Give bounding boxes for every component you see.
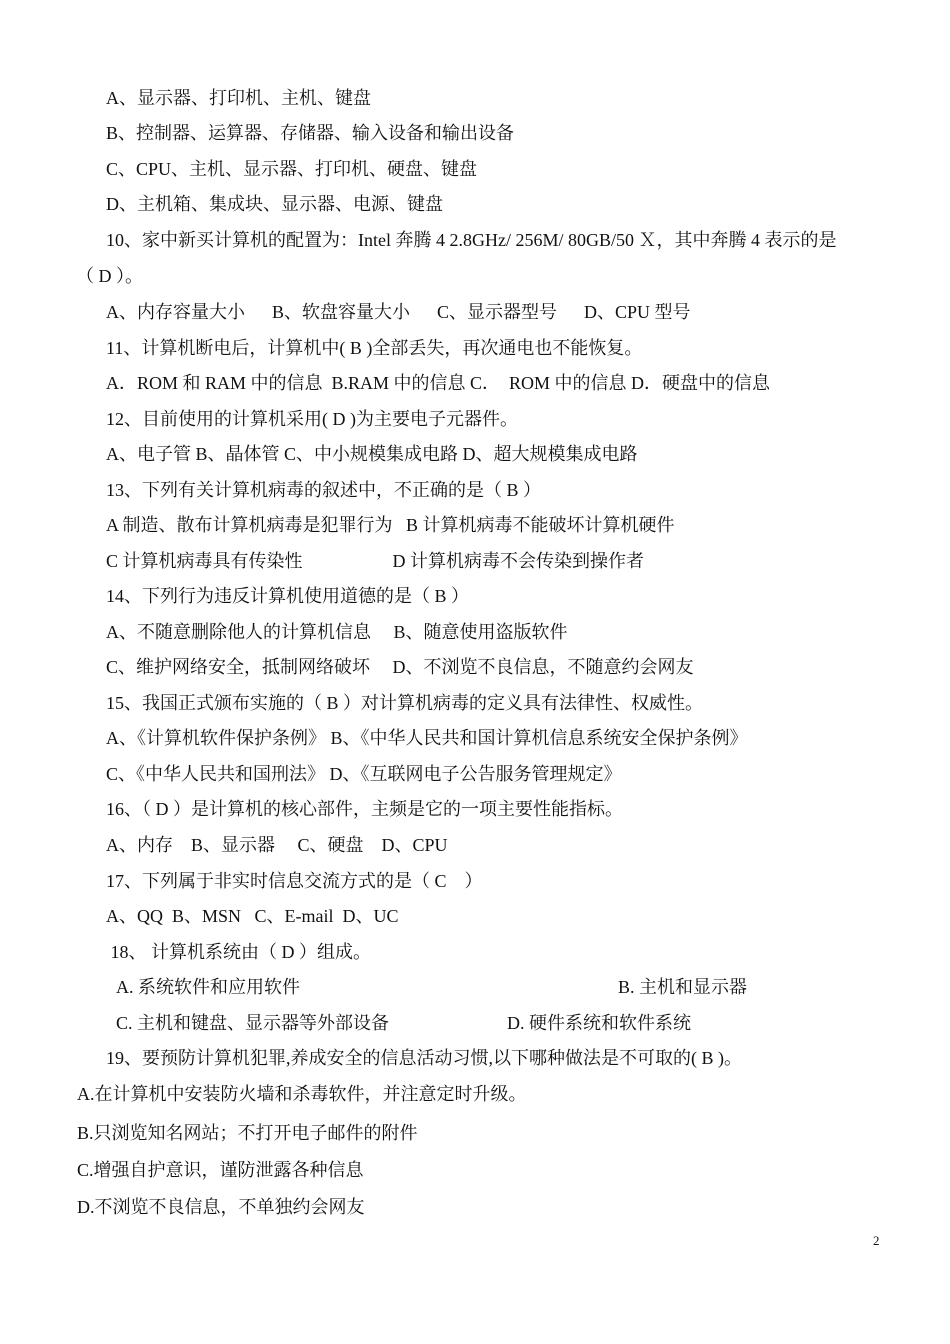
option-line: B. 主机和显示器 [618,977,748,997]
option-line: A、QQ B、MSN C、E-mail D、UC [106,906,399,926]
option-line: C.增强自护意识，谨防泄露各种信息 [77,1160,364,1180]
option-line: C 计算机病毒具有传染性 D 计算机病毒不会传染到操作者 [106,551,645,571]
option-line: A、电子管 B、晶体管 C、中小规模集成电路 D、超大规模集成电路 [106,444,638,464]
question-line: 13、下列有关计算机病毒的叙述中，不正确的是（ B ） [106,480,542,500]
option-line: B、控制器、运算器、存储器、输入设备和输出设备 [106,123,515,143]
question-line: 11、计算机断电后，计算机中( B )全部丢失，再次通电也不能恢复。 [106,338,643,358]
question-line: 18、 计算机系统由（ D ）组成。 [106,942,371,962]
option-line: D、主机箱、集成块、显示器、电源、键盘 [106,194,443,214]
option-line: C、维护网络安全，抵制网络破坏 D、不浏览不良信息，不随意约会网友 [106,657,694,677]
option-line: C、《中华人民共和国刑法》 D、《互联网电子公告服务管理规定》 [106,764,622,784]
question-line: 14、下列行为违反计算机使用道德的是（ B ） [106,586,470,606]
option-line: D. 硬件系统和软件系统 [507,1013,691,1033]
option-line: A、《计算机软件保护条例》 B、《中华人民共和国计算机信息系统安全保护条例》 [106,728,748,748]
question-line: 10、家中新买计算机的配置为：Intel 奔腾 4 2.8GHz/ 256M/ 80GB/50 Ｘ，其中奔腾 4 表示的是 [106,230,837,250]
question-line: 15、我国正式颁布实施的（ B ）对计算机病毒的定义具有法律性、权威性。 [106,693,704,713]
option-line: B.只浏览知名网站；不打开电子邮件的附件 [77,1123,418,1143]
option-line: A、显示器、打印机、主机、键盘 [106,88,371,108]
option-line: A.在计算机中安装防火墙和杀毒软件，并注意定时升级。 [77,1084,527,1104]
answer-continuation: （ D ）。 [76,266,143,286]
option-line: C. 主机和键盘、显示器等外部设备 [116,1013,390,1033]
option-line: A、内存 B、显示器 C、硬盘 D、CPU [106,835,448,855]
question-line: 12、目前使用的计算机采用( D )为主要电子元器件。 [106,409,518,429]
question-line: 17、下列属于非实时信息交流方式的是（ C ） [106,871,483,891]
option-line: D.不浏览不良信息，不单独约会网友 [77,1197,365,1217]
option-line: A、内存容量大小 B、软盘容量大小 C、显示器型号 D、CPU 型号 [106,302,691,322]
option-line: A、不随意删除他人的计算机信息 B、随意使用盗版软件 [106,622,568,642]
option-line: C、CPU、主机、显示器、打印机、硬盘、键盘 [106,159,478,179]
option-line: A．ROM 和 RAM 中的信息 B.RAM 中的信息 C． ROM 中的信息 D．硬盘中的信息 [106,373,771,393]
page-number: 2 [873,1233,880,1248]
question-line: 19、要预防计算机犯罪,养成安全的信息活动习惯,以下哪种做法是不可取的( B )。 [106,1048,742,1068]
option-line: A. 系统软件和应用软件 [116,977,300,997]
question-line: 16、（ D ）是计算机的核心部件，主频是它的一项主要性能指标。 [106,799,623,819]
option-line: A 制造、散布计算机病毒是犯罪行为 B 计算机病毒不能破坏计算机硬件 [106,515,675,535]
